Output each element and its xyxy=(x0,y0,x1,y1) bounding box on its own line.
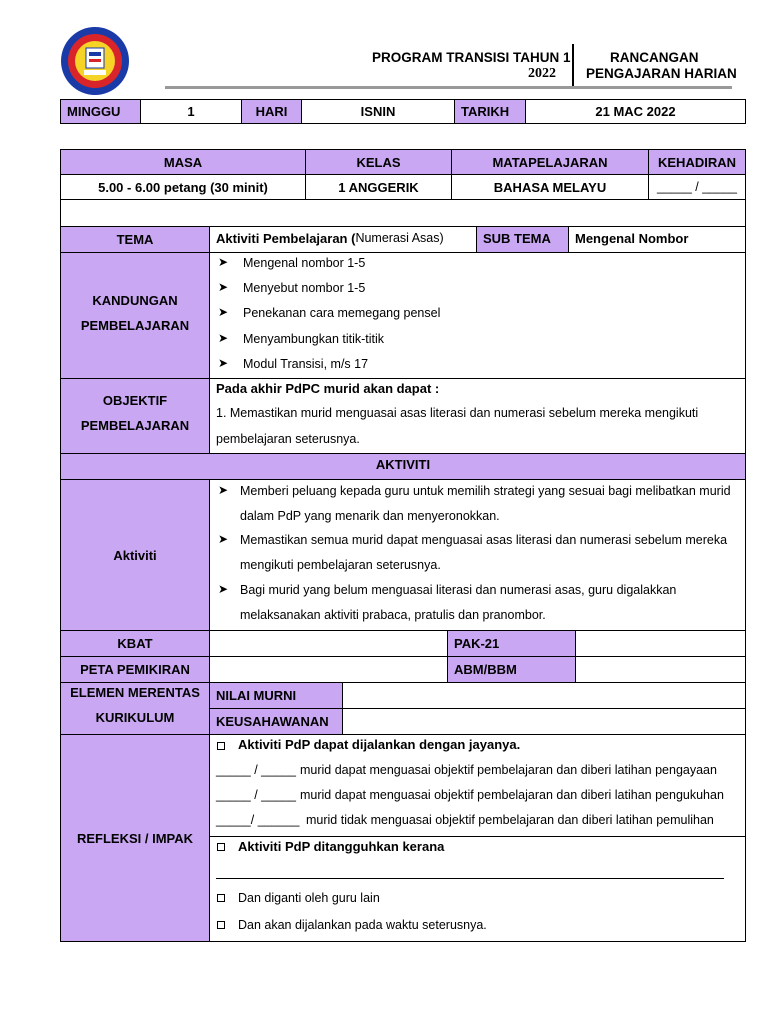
elemen-label-cell xyxy=(60,682,210,735)
objektif-label-line2: PEMBELAJARAN xyxy=(80,418,190,433)
refleksi-option: Dan akan dijalankan pada waktu seterusnya. xyxy=(238,918,487,932)
objektif-label-line1: OBJEKTIF xyxy=(102,393,168,408)
peta-value xyxy=(209,656,448,683)
aktiviti-line: melaksanakan aktiviti prabaca, pratulis dan pranombor. xyxy=(240,608,546,622)
tarikh-value: 21 MAC 2022 xyxy=(525,99,746,124)
keusahawanan-value xyxy=(342,708,746,735)
arrow-icon: ➤ xyxy=(218,532,229,546)
kandungan-label-line2: PEMBELAJARAN xyxy=(80,318,190,333)
aktiviti-line: dalam PdP yang menarik dan menyeronokkan. xyxy=(240,509,500,523)
matapelajaran-value: BAHASA MELAYU xyxy=(451,174,649,200)
kandungan-item: Penekanan cara memegang pensel xyxy=(243,306,441,320)
keusahawanan-label: KEUSAHAWANAN xyxy=(209,708,343,735)
refleksi-postponed-title: Aktiviti PdP ditangguhkan kerana xyxy=(238,839,445,854)
abm-label: ABM/BBM xyxy=(447,656,576,683)
tema-label: TEMA xyxy=(60,226,210,253)
minggu-label: MINGGU xyxy=(60,99,141,124)
objektif-label-cell xyxy=(60,378,210,454)
kelas-value: 1 ANGGERIK xyxy=(305,174,452,200)
abm-value xyxy=(575,656,746,683)
tarikh-label: TARIKH xyxy=(454,99,526,124)
nilai-label: NILAI MURNI xyxy=(209,682,343,709)
refleksi-line: murid dapat menguasai objektif pembelajaran dan diberi latihan pengukuhan xyxy=(300,788,724,802)
program-year: 2022 xyxy=(528,66,556,81)
refleksi-option: Dan diganti oleh guru lain xyxy=(238,891,380,905)
elemen-label-line2: KURIKULUM xyxy=(95,710,175,725)
aktiviti-line: mengikuti pembelajaran seterusnya. xyxy=(240,558,441,572)
arrow-icon: ➤ xyxy=(218,356,229,370)
subtema-value: Mengenal Nombor xyxy=(568,226,746,253)
kandungan-item: Menyambungkan titik-titik xyxy=(243,332,385,346)
masa-header: MASA xyxy=(60,149,306,175)
kbat-label: KBAT xyxy=(60,630,210,657)
checkbox-icon[interactable] xyxy=(217,921,225,929)
arrow-icon: ➤ xyxy=(218,255,229,269)
kelas-header: KELAS xyxy=(305,149,452,175)
hari-label: HARI xyxy=(241,99,302,124)
refleksi-line: murid tidak menguasai objektif pembelajaran dan diberi latihan pemulihan xyxy=(306,813,714,827)
rph-title-line1: RANCANGAN xyxy=(610,50,699,65)
rph-title-line2: PENGAJARAN HARIAN xyxy=(586,66,737,81)
refleksi-postponed-cell xyxy=(209,836,746,942)
hari-value: ISNIN xyxy=(301,99,455,124)
header-underline xyxy=(165,86,732,89)
blank-row xyxy=(60,199,746,227)
reason-line xyxy=(216,878,724,879)
objektif-intro: Pada akhir PdPC murid akan dapat : xyxy=(216,381,440,396)
pak21-value xyxy=(575,630,746,657)
kandungan-item: Modul Transisi, m/s 17 xyxy=(243,357,369,371)
refleksi-line: murid dapat menguasai objektif pembelajaran dan diberi latihan pengayaan xyxy=(300,763,717,777)
refleksi-blank: _____ / _____ xyxy=(216,788,296,802)
tema-value-rest: Numerasi Asas) xyxy=(355,231,444,245)
aktiviti-section-title: AKTIVITI xyxy=(60,453,746,480)
peta-label: PETA PEMIKIRAN xyxy=(60,656,210,683)
objektif-content-cell xyxy=(209,378,746,454)
matapelajaran-header: MATAPELAJARAN xyxy=(451,149,649,175)
checkbox-icon[interactable] xyxy=(217,843,225,851)
refleksi-success-title: Aktiviti PdP dapat dijalankan dengan jayanya. xyxy=(238,737,521,752)
nilai-value xyxy=(342,682,746,709)
aktiviti-line: Memastikan semua murid dapat menguasai asas literasi dan numerasi sebelum mereka xyxy=(240,533,728,547)
kandungan-item: Mengenal nombor 1-5 xyxy=(243,256,366,270)
kandungan-label-cell xyxy=(60,252,210,379)
checkbox-icon[interactable] xyxy=(217,742,225,750)
kandungan-label-line1: KANDUNGAN xyxy=(92,293,178,308)
arrow-icon: ➤ xyxy=(218,582,229,596)
kandungan-content-cell xyxy=(209,252,746,379)
school-logo xyxy=(60,26,130,96)
program-title: PROGRAM TRANSISI TAHUN 1 xyxy=(372,50,571,65)
aktiviti-line: Bagi murid yang belum menguasai literasi dan numerasi asas, guru digalakkan xyxy=(240,583,677,597)
aktiviti-line: Memberi peluang kepada guru untuk memilih strategi yang sesuai bagi melibatkan murid xyxy=(240,484,731,498)
tema-value-bold: Aktiviti Pembelajaran ( xyxy=(216,231,356,246)
elemen-label-line1: ELEMEN MERENTAS xyxy=(70,685,200,700)
aktiviti-label: Aktiviti xyxy=(60,479,210,631)
tema-value xyxy=(209,226,477,253)
objektif-line1: 1. Memastikan murid menguasai asas literasi dan numerasi sebelum mereka mengikuti xyxy=(216,406,699,420)
kbat-value xyxy=(209,630,448,657)
objektif-line2: pembelajaran seterusnya. xyxy=(216,432,360,446)
kehadiran-header: KEHADIRAN xyxy=(648,149,746,175)
arrow-icon: ➤ xyxy=(218,483,229,497)
header-divider xyxy=(572,44,574,86)
checkbox-icon[interactable] xyxy=(217,894,225,902)
refleksi-blank: _____ / _____ xyxy=(216,763,296,777)
kehadiran-value: _____ / _____ xyxy=(648,174,746,200)
arrow-icon: ➤ xyxy=(218,280,229,294)
pak21-label: PAK-21 xyxy=(447,630,576,657)
kandungan-item: Menyebut nombor 1-5 xyxy=(243,281,366,295)
aktiviti-content-cell xyxy=(209,479,746,631)
refleksi-blank: _____/ ______ xyxy=(216,813,300,827)
refleksi-label: REFLEKSI / IMPAK xyxy=(60,734,210,942)
masa-value: 5.00 - 6.00 petang (30 minit) xyxy=(60,174,306,200)
subtema-label: SUB TEMA xyxy=(476,226,569,253)
minggu-value: 1 xyxy=(140,99,242,124)
arrow-icon: ➤ xyxy=(218,331,229,345)
refleksi-success-cell xyxy=(209,734,746,837)
arrow-icon: ➤ xyxy=(218,305,229,319)
